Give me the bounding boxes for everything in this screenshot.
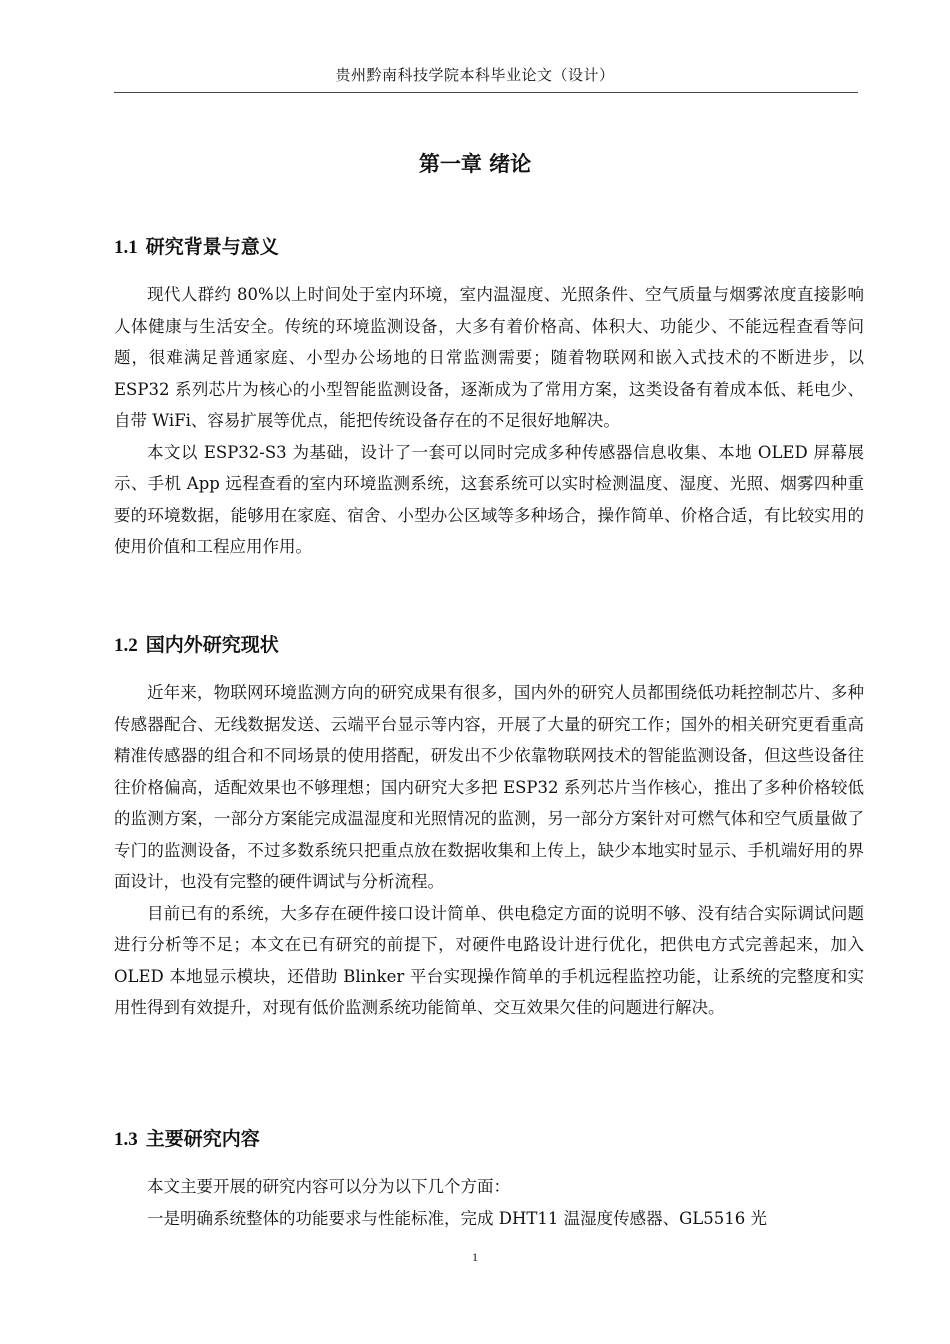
chapter-title: 第一章 绪论: [418, 152, 532, 176]
paragraph: 一是明确系统整体的功能要求与性能标准，完成 DHT11 温湿度传感器、GL5516 光: [147, 1208, 767, 1228]
section-number: 1.3: [114, 1129, 138, 1150]
paragraph: 近年来，物联网环境监测方向的研究成果有很多，国内外的研究人员都围绕低功耗控制芯片、多种传感器配合、无线数据发送、云端平台显示等内容，开展了大量的研究工作；国外的相关研究更看重高精准传感器的组合和不同场景的使用搭配，研发出不少依靠物联网技术的智能监测设备，但这些设备往往价格偏高，适配效果也不够理想；国内研究大多把 ESP32 系列芯片当作核心，推出了多种价格较低的监测方案，一部分方案能完成温湿度和光照情况的监测，另一部分方案针对可燃气体和空气质量做了专门的监测设备，不过多数系统只把重点放在数据收集和上传上，缺少本地实时显示、手机端好用的界面设计，也没有完整的硬件调试与分析流程。: [114, 683, 864, 891]
header-rule: [114, 92, 858, 93]
section-title: 研究背景与意义: [145, 236, 279, 258]
section-heading: [114, 234, 864, 261]
paragraph: 目前已有的系统，大多存在硬件接口设计简单、供电稳定方面的说明不够、没有结合实际调试问题进行分析等不足；本文在已有研究的前提下，对硬件电路设计进行优化，把供电方式完善起来，加入 OLED 本地显示模块，还借助 Blinker 平台实现操作简单的手机远程监控功能，让系统的完整度和实用性得到有效提升，对现有低价监测系统功能简单、交互效果欠佳的问题进行解决。: [114, 903, 864, 1017]
section-heading: [114, 632, 864, 659]
section-title: 主要研究内容: [145, 1128, 260, 1150]
section-1-2: [114, 632, 864, 1024]
paragraph: 本文主要开展的研究内容可以分为以下几个方面：: [147, 1177, 510, 1196]
section-1-1: [114, 234, 864, 563]
section-title: 国内外研究现状: [145, 634, 279, 656]
section-number: 1.1: [114, 237, 138, 258]
running-header: 贵州黔南科技学院本科毕业论文（设计）: [335, 66, 615, 84]
paragraph: 现代人群约 80%以上时间处于室内环境，室内温湿度、光照条件、空气质量与烟雾浓度直接影响人体健康与生活安全。传统的环境监测设备，大多有着价格高、体积大、功能少、不能远程查看等问题，很难满足普通家庭、小型办公场地的日常监测需要；随着物联网和嵌入式技术的不断进步，以 ESP32 系列芯片为核心的小型智能监测设备，逐渐成为了常用方案，这类设备有着成本低、耗电少、自带 WiFi、容易扩展等优点，能把传统设备存在的不足很好地解决。: [114, 285, 864, 430]
paragraph: 本文以 ESP32-S3 为基础，设计了一套可以同时完成多种传感器信息收集、本地 OLED 屏幕展示、手机 App 远程查看的室内环境监测系统，这套系统可以实时检测温度、湿度、光照、烟雾四种重要的环境数据，能够用在家庭、宿舍、小型办公区域等多种场合，操作简单、价格合适，有比较实用的使用价值和工程应用作用。: [114, 442, 864, 556]
page-number: 1: [472, 1250, 478, 1264]
section-1-3: [114, 1126, 864, 1234]
section-number: 1.2: [114, 635, 138, 656]
section-heading: [114, 1126, 864, 1153]
